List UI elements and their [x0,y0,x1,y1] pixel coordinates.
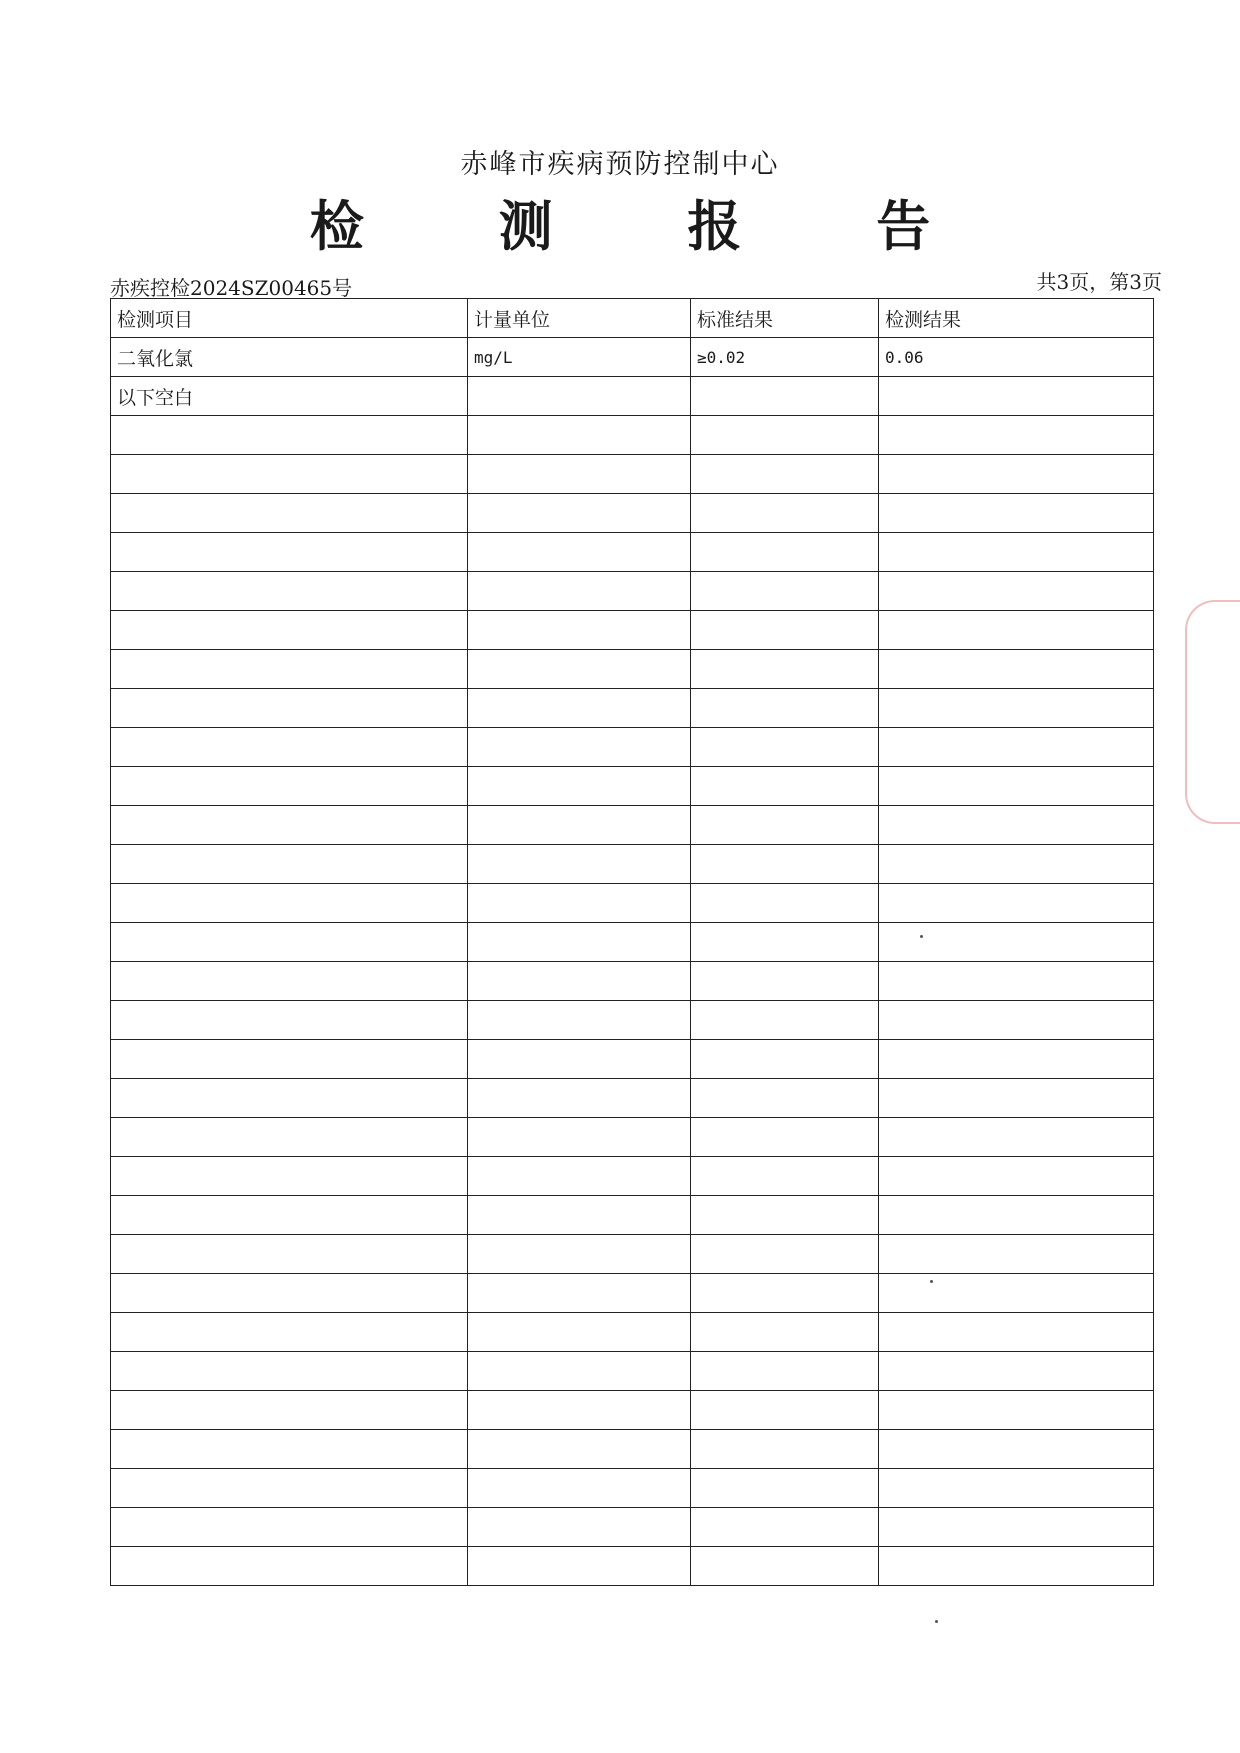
table-cell [879,1352,1154,1391]
table-row-blank [111,611,1154,650]
table-cell [691,1508,879,1547]
table-cell [111,1196,468,1235]
table-cell [691,494,879,533]
table-cell [879,1040,1154,1079]
table-cell [468,1118,691,1157]
table-cell [879,923,1154,962]
table-cell [879,728,1154,767]
column-header: 标准结果 [691,299,879,338]
table-cell [468,1157,691,1196]
table-cell [468,1040,691,1079]
table-cell [691,1235,879,1274]
table-cell [468,1196,691,1235]
table-cell [879,689,1154,728]
table-cell [879,962,1154,1001]
table-cell [111,1469,468,1508]
table-cell [468,416,691,455]
table-cell [691,1196,879,1235]
table-cell [879,1391,1154,1430]
table-cell [879,1274,1154,1313]
table-cell [691,1157,879,1196]
table-cell [691,1001,879,1040]
table-cell [879,1079,1154,1118]
table-cell [111,962,468,1001]
scan-speck [930,1280,933,1283]
column-header: 检测项目 [111,299,468,338]
organization-name: 赤峰市疾病预防控制中心 [460,149,780,180]
table-cell [468,923,691,962]
table-cell [468,650,691,689]
table-cell [691,650,879,689]
table-cell [111,650,468,689]
table-cell [879,572,1154,611]
table-cell: mg/L [468,338,691,377]
table-cell [879,377,1154,416]
table-row-blank [111,1352,1154,1391]
table-row-blank [111,884,1154,923]
table-cell: 以下空白 [111,377,468,416]
table-cell [879,611,1154,650]
table-cell [879,1001,1154,1040]
table-cell [111,1157,468,1196]
table-cell [691,962,879,1001]
table-header-row [111,299,1154,338]
table-row-blank [111,1079,1154,1118]
table-cell [468,377,691,416]
table-cell [879,1508,1154,1547]
table-cell [111,1547,468,1586]
table-cell [691,1118,879,1157]
table-cell [111,1235,468,1274]
table-cell [691,884,879,923]
table-cell [111,1079,468,1118]
table-cell [111,1274,468,1313]
table-row-blank [111,689,1154,728]
scan-speck [920,935,923,938]
table-cell [691,533,879,572]
table-cell [879,884,1154,923]
table-cell [691,1430,879,1469]
table-cell [468,572,691,611]
table-cell [879,806,1154,845]
table-cell [691,416,879,455]
table-cell [111,1040,468,1079]
table-row-blank [111,1001,1154,1040]
table-cell [691,1469,879,1508]
table-cell [468,1508,691,1547]
table-cell [879,845,1154,884]
table-cell [691,611,879,650]
table-row [111,338,1154,377]
table-cell [468,1547,691,1586]
table-cell [111,533,468,572]
table-cell [468,884,691,923]
table-cell [468,1391,691,1430]
seal-stamp-fragment [1185,600,1240,824]
table-row-blank [111,572,1154,611]
table-row-blank [111,1508,1154,1547]
table-cell [111,884,468,923]
table-row-blank [111,1235,1154,1274]
table-cell [879,650,1154,689]
table-cell [111,455,468,494]
table-cell [468,1313,691,1352]
table-cell [691,1274,879,1313]
table-cell [468,494,691,533]
table-cell [111,806,468,845]
table-row-blank [111,767,1154,806]
table-cell [468,1352,691,1391]
table-row-blank [111,1430,1154,1469]
results-table [110,298,1154,1586]
table-cell [111,494,468,533]
table-cell [879,1118,1154,1157]
table-cell [879,1430,1154,1469]
table-cell [468,845,691,884]
table-row-blank [111,728,1154,767]
table-cell [111,1313,468,1352]
table-cell [468,1001,691,1040]
table-row-blank [111,1157,1154,1196]
table-cell [879,1469,1154,1508]
scan-speck [935,1620,938,1623]
table-row-blank [111,1274,1154,1313]
table-cell [691,689,879,728]
table-row-blank [111,416,1154,455]
table-cell [691,845,879,884]
report-title: 检 测 报 告 [309,194,989,258]
table-cell [111,572,468,611]
report-number: 赤疾控检2024SZ00465号 [110,276,353,300]
table-cell [111,767,468,806]
table-cell [691,767,879,806]
table-cell [691,1352,879,1391]
table-cell [691,455,879,494]
table-row-blank [111,650,1154,689]
table-row-blank [111,806,1154,845]
table-cell [691,1313,879,1352]
table-cell [468,767,691,806]
table-cell [468,1430,691,1469]
table-cell [468,1235,691,1274]
table-row-blank [111,455,1154,494]
column-header: 检测结果 [879,299,1154,338]
table-cell [111,1118,468,1157]
table-cell [879,455,1154,494]
table-cell [468,689,691,728]
table-cell [691,572,879,611]
table-cell [879,1235,1154,1274]
table-cell [468,728,691,767]
table-row-blank [111,1469,1154,1508]
table-cell [691,1547,879,1586]
column-header: 计量单位 [468,299,691,338]
table-cell [111,416,468,455]
table-cell [111,1430,468,1469]
table-row-blank [111,1391,1154,1430]
table-cell [468,533,691,572]
table-cell [111,845,468,884]
table-cell [691,1079,879,1118]
table-row-blank [111,1547,1154,1586]
table-row-blank [111,494,1154,533]
table-cell [879,533,1154,572]
table-cell [879,1196,1154,1235]
table-row-blank [111,1196,1154,1235]
table-row [111,377,1154,416]
table-row-blank [111,962,1154,1001]
table-cell [691,1040,879,1079]
table-cell [691,1391,879,1430]
table-cell [468,806,691,845]
table-cell [111,1352,468,1391]
table-row-blank [111,533,1154,572]
table-cell [691,923,879,962]
table-cell [111,1508,468,1547]
table-cell: ≥0.02 [691,338,879,377]
table-cell [691,728,879,767]
table-cell [468,455,691,494]
table-cell [468,1274,691,1313]
table-cell [468,1079,691,1118]
table-cell [879,1547,1154,1586]
table-row-blank [111,1040,1154,1079]
table-cell [691,806,879,845]
table-cell [691,377,879,416]
table-cell [111,1391,468,1430]
table-cell [468,611,691,650]
table-cell [879,767,1154,806]
table-cell [879,1313,1154,1352]
table-cell [879,416,1154,455]
table-cell [111,728,468,767]
table-row-blank [111,923,1154,962]
table-cell [111,689,468,728]
table-row-blank [111,1118,1154,1157]
page-info: 共3页，第3页 [1036,270,1162,294]
table-cell [468,1469,691,1508]
table-cell [111,923,468,962]
table-cell: 二氧化氯 [111,338,468,377]
table-row-blank [111,845,1154,884]
table-cell: 0.06 [879,338,1154,377]
table-row-blank [111,1313,1154,1352]
table-cell [468,962,691,1001]
table-cell [879,1157,1154,1196]
table-cell [111,1001,468,1040]
table-cell [111,611,468,650]
table-cell [879,494,1154,533]
